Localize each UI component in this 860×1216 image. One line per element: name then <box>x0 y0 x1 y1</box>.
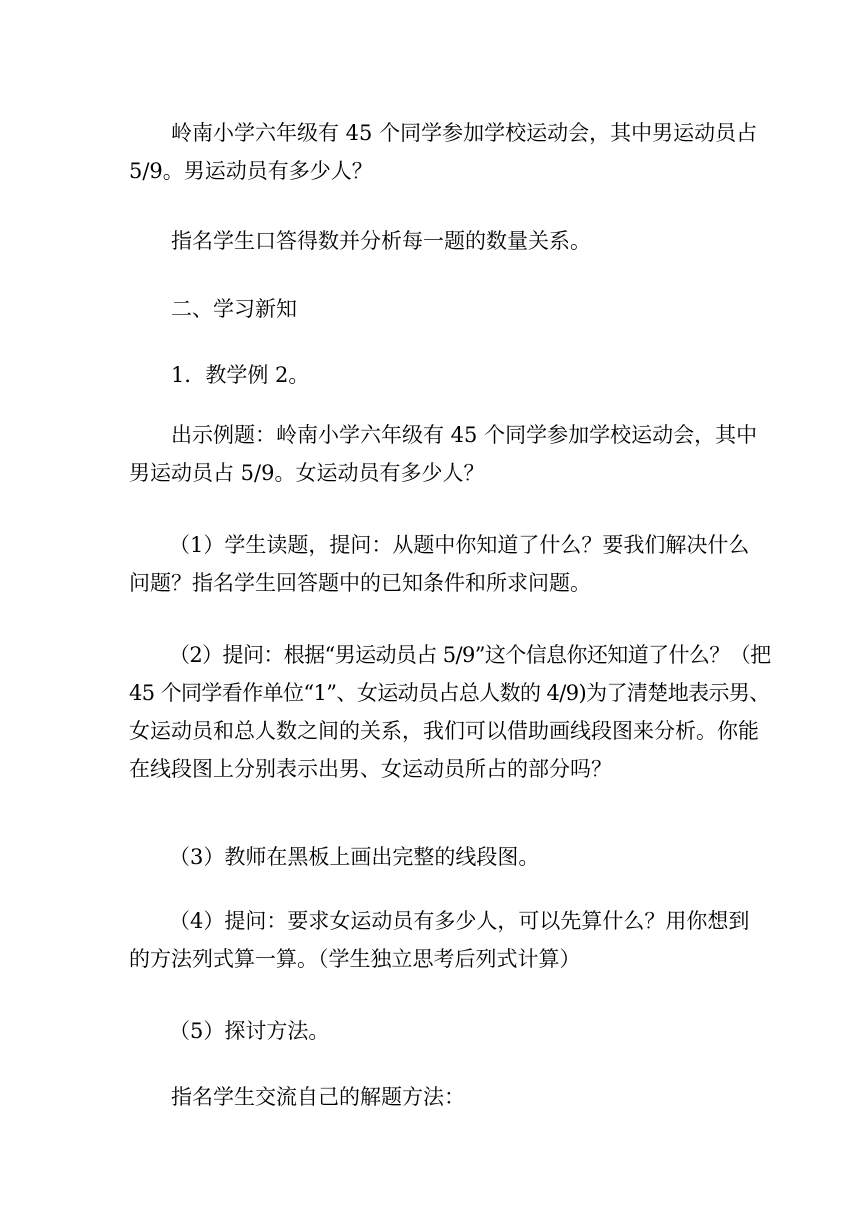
section-heading-new-knowledge <box>129 290 733 328</box>
paragraph-step-3 <box>129 838 733 876</box>
paragraph-example-problem <box>129 416 758 492</box>
text-line: 出示例题：岭南小学六年级有 45 个同学参加学校运动会，其中 <box>171 423 758 447</box>
text-line: 男运动员占 5/9。女运动员有多少人？ <box>129 461 485 485</box>
text-line: 问题？指名学生回答题中的已知条件和所求问题。 <box>129 571 591 595</box>
text-line: （2）提问：根据“男运动员占 5/9”这个信息你还知道了什么？（把 <box>169 643 771 667</box>
text-line: 在线段图上分别表示出男、女运动员所占的部分吗？ <box>129 757 612 781</box>
text-line: 1．教学例 2。 <box>171 363 310 387</box>
text-line: 岭南小学六年级有 45 个同学参加学校运动会，其中男运动员占 <box>171 121 758 145</box>
paragraph-step-1 <box>129 526 750 602</box>
paragraph-share-methods <box>129 1078 733 1116</box>
text-line: 指名学生交流自己的解题方法： <box>171 1085 465 1109</box>
text-line: （4）提问：要求女运动员有多少人，可以先算什么？用你想到 <box>169 909 750 933</box>
text-line: 45 个同学看作单位“1”、女运动员占总人数的 4/9)为了清楚地表示男、 <box>129 681 770 705</box>
text-line: （5）探讨方法。 <box>169 1019 330 1043</box>
text-line: （1）学生读题，提问：从题中你知道了什么？要我们解决什么 <box>169 533 750 557</box>
paragraph-problem-boys <box>129 114 758 190</box>
paragraph-step-4 <box>129 902 750 978</box>
text-line: （3）教师在黑板上画出完整的线段图。 <box>169 845 540 869</box>
paragraph-step-5 <box>129 1012 733 1050</box>
text-line: 指名学生口答得数并分析每一题的数量关系。 <box>171 229 591 253</box>
subheading-example-2 <box>129 356 733 394</box>
text-line: 二、学习新知 <box>171 297 297 321</box>
paragraph-oral-answer <box>129 222 733 260</box>
paragraph-step-2 <box>129 636 771 788</box>
text-line: 5/9。男运动员有多少人？ <box>129 159 373 183</box>
text-line: 女运动员和总人数之间的关系，我们可以借助画线段图来分析。你能 <box>129 719 759 743</box>
text-line: 的方法列式算一算。（学生独立思考后列式计算） <box>129 947 581 971</box>
